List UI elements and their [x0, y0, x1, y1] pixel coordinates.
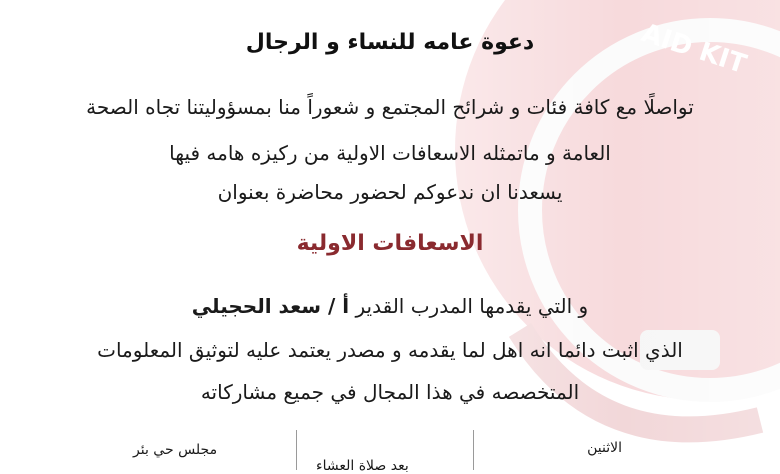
divider — [473, 430, 474, 470]
event-time: بعد صلاة العشاء — [316, 458, 409, 474]
presenter-prefix: و التي يقدمها المدرب القدير — [355, 294, 589, 318]
lecture-title: الاسعافات الاولية — [296, 231, 484, 256]
body-line-2: العامة و ماتمثله الاسعافات الاولية من ركيزه هامه فيها — [169, 141, 611, 165]
body-line-3: يسعدنا ان ندعوكم لحضور محاضرة بعنوان — [217, 180, 563, 204]
description-line-2: المتخصصه في هذا المجال في جميع مشاركاته — [200, 380, 580, 404]
event-day: الاثنين — [587, 440, 622, 456]
description-line-1: الذي اثبت دائما انه اهل لما يقدمه و مصدر يعتمد عليه لتوثيق المعلومات — [97, 338, 683, 362]
presenter-line — [0, 294, 780, 318]
presenter-name: أ / سعد الحجيلي — [191, 294, 350, 318]
event-details — [0, 428, 780, 474]
divider — [296, 430, 297, 470]
event-place: مجلس حي بئر — [133, 442, 218, 458]
body-line-1: تواصلًا مع كافة فئات و شرائح المجتمع و شعوراً منا بمسؤوليتنا تجاه الصحة — [86, 95, 694, 119]
invitation-title: دعوة عامه للنساء و الرجال — [245, 30, 535, 55]
